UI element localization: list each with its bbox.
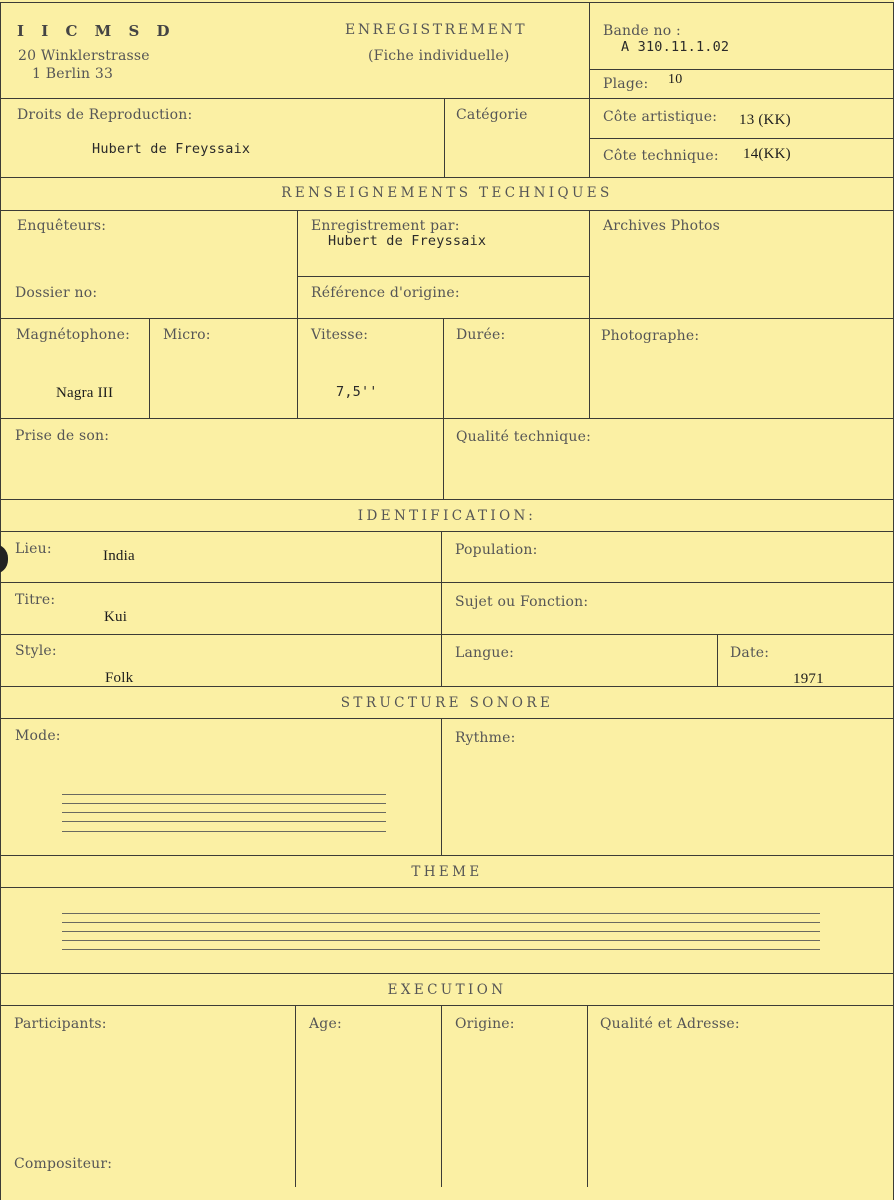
rule-plage <box>589 69 894 70</box>
mode-label: Mode: <box>15 728 61 744</box>
qualite-adresse-label: Qualité et Adresse: <box>600 1016 740 1032</box>
mode-staff-line <box>62 794 386 795</box>
style-value: Folk <box>105 670 134 686</box>
compositeur-label: Compositeur: <box>14 1156 113 1172</box>
form-title: ENREGISTREMENT <box>345 22 528 38</box>
lieu-label: Lieu: <box>15 541 52 557</box>
date-label: Date: <box>730 645 770 661</box>
rule-titre <box>0 634 894 635</box>
rule-magneto <box>0 418 894 419</box>
rule-lieu <box>0 582 894 583</box>
bande-value: A 310.11.1.02 <box>621 39 730 55</box>
bande-label: Bande no : <box>603 23 681 39</box>
titre-value: Kui <box>104 609 128 625</box>
langue-label: Langue: <box>455 645 515 661</box>
rythme-label: Rythme: <box>455 730 516 746</box>
age-label: Age: <box>309 1016 342 1032</box>
col-header-right <box>589 2 590 177</box>
theme-staff-line <box>62 931 820 932</box>
rule-ident-title <box>0 531 894 532</box>
theme-staff-line <box>62 949 820 950</box>
magnetophone-label: Magnétophone: <box>16 327 131 343</box>
col-date <box>717 634 718 686</box>
prise-de-son-label: Prise de son: <box>15 428 110 444</box>
enregistrement-par-label: Enregistrement par: <box>311 218 460 234</box>
rule-prise <box>0 499 894 500</box>
rule-theme-bottom <box>0 973 894 974</box>
border-top <box>0 2 894 3</box>
reference-label: Référence d'origine: <box>311 285 460 301</box>
cote-artistique-label: Côte artistique: <box>603 109 718 125</box>
mode-staff-line <box>62 812 386 813</box>
theme-staff-line <box>62 940 820 941</box>
cote-technique-label: Côte technique: <box>603 148 719 164</box>
micro-label: Micro: <box>163 327 211 343</box>
vitesse-label: Vitesse: <box>311 327 369 343</box>
rule-header-bottom <box>0 98 894 99</box>
titre-label: Titre: <box>15 592 56 608</box>
section-title-identification: IDENTIFICATION: <box>357 508 537 524</box>
section-title-technical: RENSEIGNEMENTS TECHNIQUES <box>281 185 613 201</box>
dossier-label: Dossier no: <box>15 285 98 301</box>
date-value: 1971 <box>793 671 824 687</box>
plage-value: 10 <box>668 72 683 87</box>
rule-structure-title <box>0 718 894 719</box>
cote-artistique-value: 13 (KK) <box>739 112 791 128</box>
rule-theme-title <box>0 887 894 888</box>
enregistrement-par-value: Hubert de Freyssaix <box>328 233 487 249</box>
participants-label: Participants: <box>14 1016 107 1032</box>
col-qualite <box>587 1005 588 1187</box>
droits-value: Hubert de Freyssaix <box>92 141 251 157</box>
theme-staff-line <box>62 922 820 923</box>
rule-structure-bottom <box>0 855 894 856</box>
enqueteurs-label: Enquêteurs: <box>17 218 107 234</box>
section-title-execution: EXECUTION <box>387 982 507 998</box>
population-label: Population: <box>455 542 538 558</box>
duree-label: Durée: <box>456 327 506 343</box>
file-tab-notch <box>0 544 8 574</box>
magnetophone-value: Nagra III <box>56 385 114 401</box>
lieu-value: India <box>103 548 135 564</box>
rule-tech-title <box>0 210 894 211</box>
section-title-structure: STRUCTURE SONORE <box>340 695 554 711</box>
rule-enregistrement <box>297 276 589 277</box>
mode-staff-line <box>62 803 386 804</box>
rule-style <box>0 686 894 687</box>
form-subtitle: (Fiche individuelle) <box>368 48 510 64</box>
style-label: Style: <box>15 643 57 659</box>
mode-staff-line <box>62 821 386 822</box>
plage-label: Plage: <box>603 76 649 92</box>
col-duree <box>443 318 444 499</box>
section-title-theme: THEME <box>411 864 483 880</box>
rule-dossier <box>0 318 894 319</box>
org-logo: I I C M S D <box>17 22 176 40</box>
qualite-technique-label: Qualité technique: <box>456 429 592 445</box>
archives-photos-label: Archives Photos <box>603 218 721 234</box>
col-tech-mid <box>297 210 298 418</box>
address-line2: 1 Berlin 33 <box>32 66 114 82</box>
border-left <box>0 2 1 1200</box>
droits-label: Droits de Reproduction: <box>17 107 193 123</box>
cote-technique-value: 14(KK) <box>743 146 791 162</box>
photographe-label: Photographe: <box>601 328 700 344</box>
categorie-label: Catégorie <box>456 107 528 123</box>
origine-label: Origine: <box>455 1016 515 1032</box>
rule-cote <box>589 138 894 139</box>
col-micro <box>149 318 150 418</box>
col-age <box>295 1005 296 1187</box>
sujet-label: Sujet ou Fonction: <box>455 594 589 610</box>
theme-staff-line <box>62 913 820 914</box>
rule-execution-title <box>0 1005 894 1006</box>
col-tech-right <box>589 210 590 418</box>
mode-staff-line <box>62 831 386 832</box>
col-structure-mid <box>441 718 442 855</box>
col-ident-mid <box>441 531 442 686</box>
rule-tech-top <box>0 177 894 178</box>
vitesse-value: 7,5'' <box>336 384 378 400</box>
address-line1: 20 Winklerstrasse <box>18 48 150 64</box>
col-categorie <box>444 98 445 177</box>
col-origine <box>441 1005 442 1187</box>
